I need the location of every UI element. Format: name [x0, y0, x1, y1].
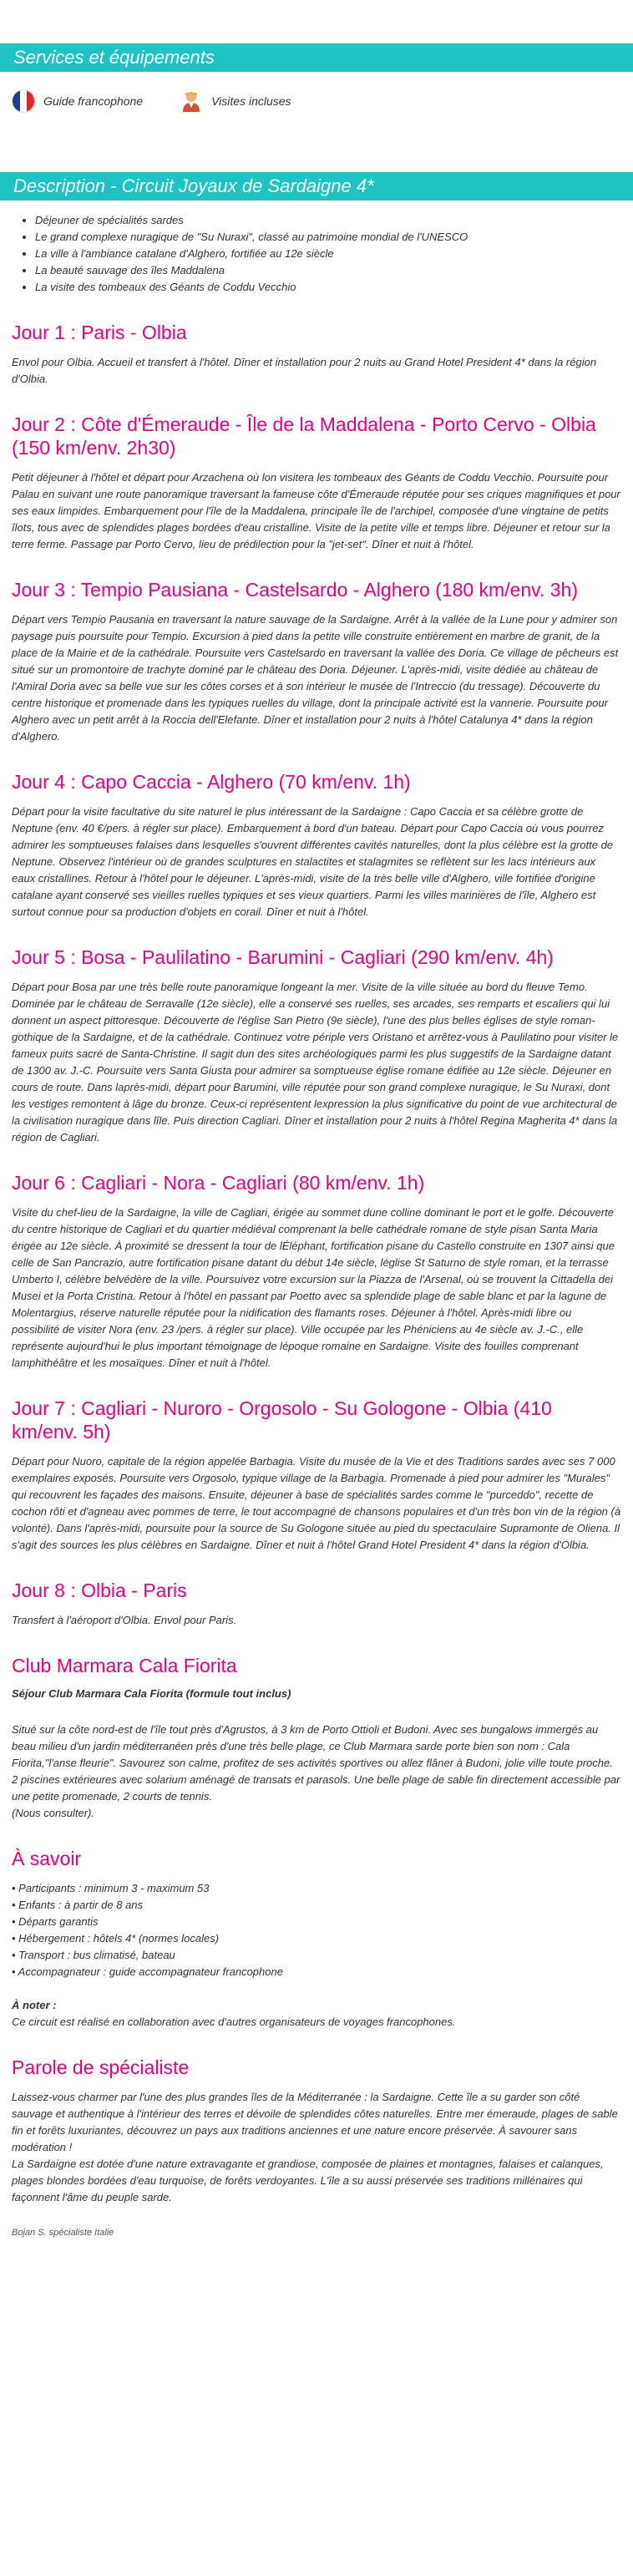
list-item: • Hébergement : hôtels 4* (normes locales) [12, 1932, 220, 1945]
note-text: Ce circuit est réalisé en collaboration avec d'autres organisateurs de voyages francophones. [12, 2016, 456, 2028]
list-item: • La beauté sauvage des îles Maddalena [35, 262, 621, 279]
note-label: À noter : [12, 1999, 57, 2011]
list-item: • Accompagnateur : guide accompagnateur francophone [12, 1965, 283, 1978]
club-title: Club Marmara Cala Fiorita [12, 1655, 237, 1676]
list-item: • Participants : minimum 3 - maximum 53 [12, 1882, 210, 1894]
spacer [12, 1980, 621, 1997]
service-label: Visites incluses [211, 94, 291, 108]
day-3-text: Départ vers Tempio Pausania en traversant la nature sauvage de la Sardaigne. Arrêt à la vallée de la Lune pour y admirer son paysage puis poursuite pour Tempio. Excursion à pied dans la petite ville construite entièrement en marbre de granit, de la place de la Mairie et de la cathédrale. Poursuite vers Castelsardo en traversant la vallée des Doria. Ce village de pêcheurs est situé sur un promontoire de trachyte dominé par le château des Doria. Déjeuner. L'après-midi, visite dédiée au château de l'Amiral Doria avec sa belle vue sur les côtes corses et à son intérieur le musée de l'Intreccio (du tressage). Découverte du centre historique et promenade dans les typiques ruelles du village, dont la principale activité est la vannerie. Poursuite pour Alghero avec un petit arrêt à la Roccia dell'Elefante. Dîner et installation pour 2 nuits à l'hôtel Catalunya 4* dans la région d'Alghero. [12, 613, 619, 743]
list-item: • Enfants : à partir de 8 ans [12, 1899, 144, 1911]
services-row [0, 80, 633, 122]
list-item: • La ville à l'ambiance catalane d'Alghero, fortifiée au 12e siècle [35, 246, 621, 262]
day-5-title: Jour 5 : Bosa - Paulilatino - Barumini - Cagliari (290 km/env. 4h) [12, 946, 554, 968]
french-flag-icon [12, 89, 35, 113]
content [0, 212, 633, 2238]
list-item: • Départs garantis [12, 1915, 99, 1928]
day-7-text: Départ pour Nuoro, capitale de la région appelée Barbagia. Visite du musée de la Vie et des Traditions sardes avec ses 7 000 exemplaires exposés. Poursuite vers Orgosolo, typique village de la Barbagia. Promenade à pied pour admirer les "Murales" qui recouvrent les façades des maisons. Ensuite, déjeuner à base de spécialités sardes comme le "purceddo", recette de cochon rôti et d'agneau avec pommes de terre, le tout accompagné de chansons populaires et d'un très bon vin de la région (à volonté). Dans l'après-midi, poursuite pour la source de Su Gologone située au pied du spectaculaire Supramonte de Oliena. Il s'agit des sources les plus célèbres en Sardaigne. Dîner et nuit à l'hôtel Grand Hotel President 4* dans la région d'Olbia. [12, 1455, 621, 1551]
savoir-list [12, 1880, 621, 1980]
club-subtitle: Séjour Club Marmara Cala Fiorita (formule tout inclus) [12, 1687, 291, 1700]
specialist-para-1: Laissez-vous charmer par l'une des plus grandes îles de la Méditerranée : la Sardaigne. Cette île a su garder son côté sauvage et authentique à l'intérieur des terres et dévoile de splendides côtes naturelles. Entre mer émeraude, plages de sable fin et forêts luxuriantes, découvrez un pays aux traditions anciennes et une nature encore préservée. À savourer sans modération ! [12, 2091, 618, 2153]
club-note: (Nous consulter). [12, 1807, 94, 1819]
specialist-signature: Bojan S. spécialiste Italie [12, 2228, 114, 2238]
day-2-title: Jour 2 : Côte d'Émeraude - Île de la Maddalena - Porto Cervo - Olbia (150 km/env. 2h30) [12, 413, 596, 459]
list-item: • Transport : bus climatisé, bateau [12, 1949, 175, 1961]
service-item-visits [180, 89, 291, 113]
highlights-list [12, 212, 621, 296]
description-banner [0, 172, 633, 200]
day-6-title: Jour 6 : Cagliari - Nora - Cagliari (80 km/env. 1h) [12, 1172, 425, 1194]
day-5-text: Départ pour Bosa par une très belle route panoramique longeant la mer. Visite de la ville située au bord du fleuve Temo. Dominée par le château de Serravalle (12e siècle), elle a conservé ses ruelles, ses arcades, ses remparts et escaliers qui lui donnent un aspect pittoresque. Découverte de l'église San Pietro (9e siècle), l'une des plus belles églises de style roman-gothique de la Sardaigne, et de la cathédrale. Continuez votre périple vers Oristano et arrêtez-vous à Paulilatino pour visiter le fameux puits sacré de Santa-Christine. Il sagit dun des sites archéologiques parmi les plus suggestifs de la Sardaigne datant de 1300 av. J.-C. Poursuite vers Santa Giusta pour admirer sa somptueuse église romane édifiée au 12e siècle. Déjeuner en cours de route. Dans laprès-midi, départ pour Barumini, ville réputée pour son grand complexe nuragique, le Su Nuraxi, dont les vestiges remontent à lâge du bronze. Ceux-ci représentent lexpression la plus significative du point de vue architectural de la civilisation nuragique dans lîle. Puis direction Cagliari. Dîner et installation pour 2 nuits à l'hôtel Regina Magherita 4* dans la région de Cagliari. [12, 981, 619, 1143]
service-label: Guide francophone [43, 94, 144, 108]
day-7-title: Jour 7 : Cagliari - Nuroro - Orgosolo - Su Gologone - Olbia (410 km/env. 5h) [12, 1397, 552, 1443]
day-1-text: Envol pour Olbia. Accueil et transfert à l'hôtel. Dîner et installation pour 2 nuits au Grand Hotel President 4* dans la région d'Olbia. [12, 356, 597, 385]
day-3-title: Jour 3 : Tempio Pausiana - Castelsardo - Alghero (180 km/env. 3h) [12, 579, 578, 601]
day-8-title: Jour 8 : Olbia - Paris [12, 1580, 187, 1601]
day-4-title: Jour 4 : Capo Caccia - Alghero (70 km/env. 1h) [12, 771, 411, 793]
guide-person-icon [180, 89, 203, 113]
specialist-title: Parole de spécialiste [12, 2056, 190, 2078]
day-1-title: Jour 1 : Paris - Olbia [12, 322, 187, 343]
day-4-text: Départ pour la visite facultative du site naturel le plus intéressant de la Sardaigne : Capo Caccia et sa célèbre grotte de Neptune (env. 40 €/pers. à régler sur place). Embarquement à bord d'un bateau. Départ pour Capo Caccia où vous pourrez admirer les somptueuses falaises dans lesquelles s'ouvrent différentes cavités naturelles, dont la plus célèbre est la grotte de Neptune. Observez l'intérieur où de grandes sculptures en stalactites et stalagmites se reflètent sur les lacs intérieurs aux eaux cristallines. Retour à l'hôtel pour le déjeuner. L'après-midi, visite de la très belle ville d'Alghero, ville fortifiée d'origine catalane ayant conservé ses vieilles ruelles typiques et ses vieux quartiers. Parmi les villes marinières de l'île, Alghero est surtout connue pour sa production d'objets en corail. Dîner et nuit à l'hôtel. [12, 805, 614, 918]
list-item: • Déjeuner de spécialités sardes [35, 212, 621, 229]
list-item: • Le grand complexe nuragique de "Su Nuraxi", classé au patrimoine mondial de l'UNESCO [35, 229, 621, 246]
specialist-para-2: La Sardaigne est dotée d'une nature extravagante et grandiose, composée de plaines et montagnes, falaises et calanques, plages blondes bordées d'eau turquoise, de forêts verdoyantes. L'île a su aussi préservée ses traditions millénaires qui façonnent l'âme du peuple sarde. [12, 2158, 604, 2203]
day-6-text: Visite du chef-lieu de la Sardaigne, la ville de Cagliari, érigée au sommet dune colline dominant le port et le golfe. Découverte du centre historique de Cagliari et du quartier médiéval comprenant la belle cathédrale romane de style pisan Santa Maria érigée au 12e siècle. À proximité se dressent la tour de lÉléphant, fortification pisane du Castello construite en 1307 ainsi que celle de San Pancrazio, autre fortification pisane datant du début 14e siècle, léglise St Saturno de style roman, et la terrasse Umberto I, célèbre belvédère de la ville. Poursuivez votre excursion sur la Piazza de l'Arsenal, où se trouvent la Cittadella dei Musei et la Porta Cristina. Retour à l'hôtel en passant par Poetto avec sa splendide plage de sable blanc et par la lagune de Molentargius, réserve naturelle réputée pour la nidification des flamants roses. Déjeuner à l'hôtel. Après-midi libre ou possibilité de visiter Nora (env. 23 /pers. à régler sur place). Ville occupée par les Phéniciens au 4e siècle av. J.-C., elle représente aujourd'hui le plus important témoignage de lépoque romaine en Sardaigne. Visite des fouilles comprenant lamphithéâtre et les mosaïques. Dîner et nuit à l'hôtel. [12, 1206, 615, 1369]
savoir-title: À savoir [12, 1848, 82, 1869]
day-8-text: Transfert à l'aéroport d'Olbia. Envol pour Paris. [12, 1614, 237, 1626]
page [0, 43, 633, 2238]
day-2-text: Petit déjeuner à l'hôtel et départ pour Arzachena où lon visitera les tombeaux des Géants de Coddu Vecchio. Poursuite pour Palau en suivant une route panoramique traversant la fameuse côte d'Émeraude réputée pour ses criques magnifiques et pour ses eaux limpides. Embarquement pour l'île de la Maddalena, principale île de l'archipel, composée d'une vingtaine de petits îlots, tous avec de splendides plages bordées d'eau cristalline. Visite de la petite ville et temps libre. Déjeuner et retour sur la terre ferme. Passage par Porto Cervo, lieu de prédilection pour la "jet-set". Dîner et nuit à l'hôtel. [12, 471, 620, 550]
description-heading: Description - Circuit Joyaux de Sardaigne 4* [13, 175, 374, 196]
club-text: Situé sur la côte nord-est de l'île tout près d'Agrustos, à 3 km de Porto Ottioli et Budoni. Avec ses bungalows immergés au beau milieu d'un jardin méditerranéen près d'une très belle plage, ce Club Marmara sarde porte bien son nom : Cala Fiorita,"l'anse fleurie". Savourez son calme, profitez de ses activités sportives ou allez flâner à Budoni, jolie ville toute proche. 2 piscines extérieures avec solarium aménagé de transats et parasols. Une belle plage de sable fin directement accessible par une petite promenade, 2 courts de tennis. [12, 1723, 620, 1803]
services-heading: Services et équipements [13, 47, 215, 68]
service-item-guide [12, 89, 143, 113]
list-item: • La visite des tombeaux des Géants de Coddu Vecchio [35, 279, 621, 296]
services-banner [0, 43, 633, 72]
